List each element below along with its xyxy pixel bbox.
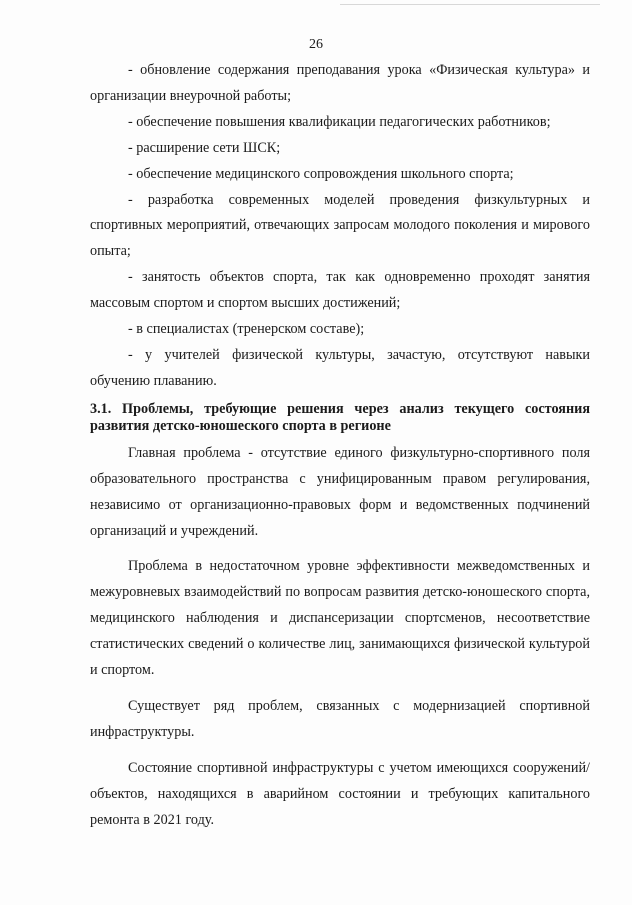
bullet-item: - обновление содержания преподавания урока «Физическая культура» и организации внеурочной работы; <box>90 62 590 104</box>
scan-artifact-line <box>340 4 600 5</box>
page-number: 26 <box>309 37 323 52</box>
bullet-item: - у учителей физической культуры, зачастую, отсутствуют навыки обучению плаванию. <box>90 346 590 389</box>
bullet-item: - разработка современных моделей проведения физкультурных и спортивных мероприятий, отвечающих запросам молодого поколения и мирового опыта; <box>90 191 590 260</box>
paragraph: Главная проблема - отсутствие единого физкультурно-спортивного поля образовательного пространства с унифицированным правом регулирования, независимо от организационно-правовых форм и ведомственных подчинений организаций и учреждений. <box>90 444 590 539</box>
bullet-item: - занятость объектов спорта, так как одновременно проходят занятия массовым спортом и спортом высших достижений; <box>90 269 590 312</box>
bullet-item: - обеспечение повышения квалификации педагогических работников; <box>128 113 551 130</box>
section-heading: 3.1. Проблемы, требующие решения через анализ текущего состояния развития детско-юношеского спорта в регионе <box>90 400 590 434</box>
bullet-item: - обеспечение медицинского сопровождения школьного спорта; <box>128 165 514 182</box>
bullet-item: - в специалистах (тренерском составе); <box>128 321 365 338</box>
paragraph: Существует ряд проблем, связанных с модернизацией спортивной инфраструктуры. <box>90 697 590 740</box>
paragraph: Проблема в недостаточном уровне эффективности межведомственных и межуровневых взаимодействий по вопросам развития детско-юношеского спорта, медицинского наблюдения и диспансеризации спортсменов, несоответствие статистических сведений о количестве лиц, занимающихся физической культурой и спортом. <box>90 558 590 679</box>
paragraph: Состояние спортивной инфраструктуры с учетом имеющихся сооружений/объектов, находящихся в аварийном состоянии и требующих капитального ремонта в 2021 году. <box>90 759 590 828</box>
bullet-item: - расширение сети ШСК; <box>128 139 281 156</box>
document-body <box>90 58 590 833</box>
